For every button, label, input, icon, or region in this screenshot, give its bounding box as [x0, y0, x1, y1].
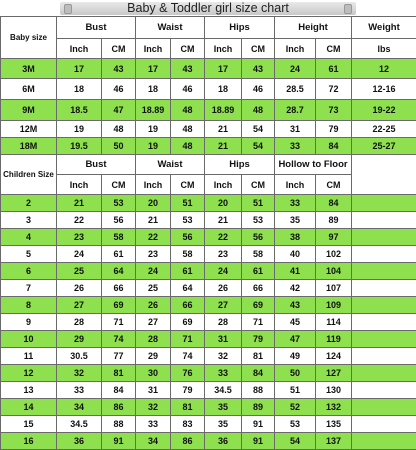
size-value: 33: [205, 365, 242, 382]
size-value: 34: [136, 433, 171, 450]
size-label: 13: [1, 382, 57, 399]
size-value: 48: [171, 121, 205, 138]
size-value: 32: [205, 348, 242, 365]
size-label: 11: [1, 348, 57, 365]
size-value: 48: [171, 100, 205, 121]
children-group-header: Waist: [136, 155, 205, 175]
size-value: 81: [102, 365, 136, 382]
size-value: 40: [275, 246, 316, 263]
size-value: [352, 280, 416, 297]
size-value: 86: [102, 399, 136, 416]
size-value: 89: [316, 212, 352, 229]
size-value: 12-16: [352, 79, 416, 100]
empty-header-cell: [352, 155, 416, 195]
size-value: 71: [242, 314, 275, 331]
size-value: [352, 246, 416, 263]
children-unit-header: CM: [316, 175, 352, 195]
chart-title: Baby & Toddler girl size chart: [0, 0, 416, 16]
size-value: 79: [171, 382, 205, 399]
size-value: 81: [171, 399, 205, 416]
children-unit-header: Inch: [57, 175, 102, 195]
size-value: 18: [205, 79, 242, 100]
size-value: 18.89: [136, 100, 171, 121]
size-value: 79: [316, 121, 352, 138]
size-value: 48: [102, 121, 136, 138]
size-value: 102: [316, 246, 352, 263]
size-value: [352, 348, 416, 365]
size-value: 33: [57, 382, 102, 399]
size-value: 18.5: [57, 100, 102, 121]
size-value: 84: [316, 195, 352, 212]
size-table-body: [1, 17, 416, 450]
size-value: 17: [205, 59, 242, 79]
size-value: [352, 331, 416, 348]
size-value: 107: [316, 280, 352, 297]
children-size-row: [1, 314, 416, 331]
size-label: 3M: [1, 59, 57, 79]
children-size-row: [1, 348, 416, 365]
size-value: 69: [102, 297, 136, 314]
baby-group-header: Waist: [136, 17, 205, 39]
size-value: 20: [136, 195, 171, 212]
baby-size-row: [1, 79, 416, 100]
size-label: 18M: [1, 138, 57, 155]
size-value: 22: [205, 229, 242, 246]
children-size-row: [1, 280, 416, 297]
size-value: 26: [57, 280, 102, 297]
children-size-row: [1, 416, 416, 433]
children-size-row: [1, 331, 416, 348]
size-value: [352, 416, 416, 433]
size-value: 54: [242, 121, 275, 138]
size-value: [352, 399, 416, 416]
size-value: 46: [242, 79, 275, 100]
size-value: 50: [275, 365, 316, 382]
children-unit-header: CM: [102, 175, 136, 195]
size-label: 6: [1, 263, 57, 280]
size-value: 27: [136, 314, 171, 331]
children-size-row: [1, 433, 416, 450]
size-value: 91: [102, 433, 136, 450]
size-value: 66: [171, 297, 205, 314]
size-value: 33: [275, 195, 316, 212]
baby-unit-header: CM: [242, 39, 275, 59]
size-value: 24: [136, 263, 171, 280]
size-value: 137: [316, 433, 352, 450]
size-value: 19: [136, 121, 171, 138]
size-value: 33: [136, 416, 171, 433]
baby-unit-header: Inch: [205, 39, 242, 59]
size-label: 6M: [1, 79, 57, 100]
size-value: 35: [205, 416, 242, 433]
size-value: 69: [171, 314, 205, 331]
size-value: 26: [205, 280, 242, 297]
size-value: 124: [316, 348, 352, 365]
size-value: 114: [316, 314, 352, 331]
size-value: 34.5: [57, 416, 102, 433]
size-value: 61: [171, 263, 205, 280]
baby-unit-header-row: [1, 39, 416, 59]
size-value: 49: [275, 348, 316, 365]
baby-unit-header: Inch: [57, 39, 102, 59]
children-group-header-row: [1, 155, 416, 175]
size-value: 19: [57, 121, 102, 138]
size-value: 53: [242, 212, 275, 229]
children-size-row: [1, 246, 416, 263]
size-value: 51: [171, 195, 205, 212]
size-value: 25-27: [352, 138, 416, 155]
baby-size-row: [1, 100, 416, 121]
baby-unit-header: CM: [316, 39, 352, 59]
size-value: 61: [102, 246, 136, 263]
size-value: 17: [57, 59, 102, 79]
size-value: 27: [57, 297, 102, 314]
size-label: 9M: [1, 100, 57, 121]
children-size-label: Children Size: [1, 155, 57, 195]
size-value: [352, 433, 416, 450]
size-value: [352, 263, 416, 280]
size-value: 84: [102, 382, 136, 399]
size-value: 47: [102, 100, 136, 121]
size-value: 66: [242, 280, 275, 297]
size-label: 4: [1, 229, 57, 246]
size-value: [352, 297, 416, 314]
size-value: 50: [102, 138, 136, 155]
size-value: 32: [136, 399, 171, 416]
size-value: 42: [275, 280, 316, 297]
size-value: 43: [242, 59, 275, 79]
children-size-row: [1, 195, 416, 212]
size-value: 21: [136, 212, 171, 229]
size-value: 46: [171, 79, 205, 100]
size-value: 53: [275, 416, 316, 433]
size-value: 53: [102, 195, 136, 212]
baby-size-row: [1, 59, 416, 79]
size-value: 28: [205, 314, 242, 331]
size-value: 74: [102, 331, 136, 348]
children-group-header: Hollow to Floor: [275, 155, 352, 175]
size-value: 43: [102, 59, 136, 79]
size-value: 19: [136, 138, 171, 155]
size-value: 25: [57, 263, 102, 280]
size-value: 132: [316, 399, 352, 416]
children-size-row: [1, 212, 416, 229]
children-unit-header: Inch: [205, 175, 242, 195]
baby-group-header: Bust: [57, 17, 136, 39]
size-label: 5: [1, 246, 57, 263]
size-value: 53: [171, 212, 205, 229]
size-value: 48: [171, 138, 205, 155]
size-value: 54: [275, 433, 316, 450]
size-value: 52: [275, 399, 316, 416]
size-value: 27: [205, 297, 242, 314]
size-value: [352, 212, 416, 229]
size-value: 18: [136, 79, 171, 100]
size-label: 8: [1, 297, 57, 314]
size-value: 23: [57, 229, 102, 246]
children-size-row: [1, 229, 416, 246]
size-label: 14: [1, 399, 57, 416]
size-value: 21: [205, 121, 242, 138]
size-value: 56: [242, 229, 275, 246]
children-size-row: [1, 382, 416, 399]
size-label: 2: [1, 195, 57, 212]
size-value: 28.7: [275, 100, 316, 121]
size-value: 135: [316, 416, 352, 433]
size-value: 73: [316, 100, 352, 121]
size-value: 84: [316, 138, 352, 155]
size-table: [0, 16, 416, 450]
children-unit-header: CM: [171, 175, 205, 195]
size-value: 81: [242, 348, 275, 365]
size-value: 23: [136, 246, 171, 263]
size-value: 31: [205, 331, 242, 348]
size-value: 61: [316, 59, 352, 79]
size-value: 36: [205, 433, 242, 450]
size-value: 74: [171, 348, 205, 365]
baby-group-header-row: [1, 17, 416, 39]
size-value: 30.5: [57, 348, 102, 365]
size-value: 66: [102, 280, 136, 297]
size-value: 24: [205, 263, 242, 280]
size-value: 18: [57, 79, 102, 100]
size-value: [352, 382, 416, 399]
size-value: 21: [57, 195, 102, 212]
size-value: 91: [242, 433, 275, 450]
children-group-header: Hips: [205, 155, 275, 175]
size-value: 71: [171, 331, 205, 348]
size-value: 31: [136, 382, 171, 399]
size-value: 48: [242, 100, 275, 121]
size-value: 69: [242, 297, 275, 314]
size-value: [352, 229, 416, 246]
size-value: 32: [57, 365, 102, 382]
children-group-header: Bust: [57, 155, 136, 175]
size-value: 109: [316, 297, 352, 314]
size-value: 29: [136, 348, 171, 365]
size-value: 61: [242, 263, 275, 280]
baby-size-row: [1, 138, 416, 155]
size-value: [352, 365, 416, 382]
baby-group-header: Height: [275, 17, 352, 39]
size-value: 43: [171, 59, 205, 79]
size-value: 51: [242, 195, 275, 212]
size-value: 34: [57, 399, 102, 416]
size-value: 86: [171, 433, 205, 450]
size-value: 26: [136, 297, 171, 314]
size-value: 24: [57, 246, 102, 263]
size-value: 71: [102, 314, 136, 331]
size-value: 38: [275, 229, 316, 246]
size-value: 76: [171, 365, 205, 382]
size-value: [352, 195, 416, 212]
size-value: 58: [171, 246, 205, 263]
size-value: 46: [102, 79, 136, 100]
children-size-row: [1, 297, 416, 314]
size-value: 43: [275, 297, 316, 314]
size-value: 30: [136, 365, 171, 382]
size-value: 64: [102, 263, 136, 280]
baby-unit-header: Inch: [275, 39, 316, 59]
size-label: 10: [1, 331, 57, 348]
children-size-row: [1, 399, 416, 416]
size-label: 7: [1, 280, 57, 297]
size-value: 19-22: [352, 100, 416, 121]
size-value: 54: [242, 138, 275, 155]
size-value: 77: [102, 348, 136, 365]
size-value: 97: [316, 229, 352, 246]
size-value: 119: [316, 331, 352, 348]
size-value: 18.89: [205, 100, 242, 121]
size-value: 34.5: [205, 382, 242, 399]
baby-unit-header: lbs: [352, 39, 416, 59]
size-value: 25: [136, 280, 171, 297]
size-value: 127: [316, 365, 352, 382]
size-label: 16: [1, 433, 57, 450]
children-size-row: [1, 263, 416, 280]
size-value: 33: [275, 138, 316, 155]
size-value: 12: [352, 59, 416, 79]
size-value: 58: [242, 246, 275, 263]
size-value: 79: [242, 331, 275, 348]
size-value: 91: [242, 416, 275, 433]
baby-group-header: Weight: [352, 17, 416, 39]
children-unit-header: CM: [242, 175, 275, 195]
size-value: 58: [102, 229, 136, 246]
baby-unit-header: CM: [102, 39, 136, 59]
baby-group-header: Hips: [205, 17, 275, 39]
size-value: 130: [316, 382, 352, 399]
size-value: 28: [136, 331, 171, 348]
size-value: 47: [275, 331, 316, 348]
size-label: 15: [1, 416, 57, 433]
size-value: 21: [205, 212, 242, 229]
size-value: 41: [275, 263, 316, 280]
size-value: 29: [57, 331, 102, 348]
size-value: [352, 314, 416, 331]
size-value: 20: [205, 195, 242, 212]
children-unit-header: Inch: [275, 175, 316, 195]
size-value: 28: [57, 314, 102, 331]
size-value: 23: [205, 246, 242, 263]
size-value: 36: [57, 433, 102, 450]
size-value: 22-25: [352, 121, 416, 138]
size-value: 51: [275, 382, 316, 399]
size-value: 88: [242, 382, 275, 399]
size-value: 64: [171, 280, 205, 297]
size-value: 35: [275, 212, 316, 229]
size-label: 12M: [1, 121, 57, 138]
size-value: 35: [205, 399, 242, 416]
baby-size-label: Baby size: [1, 17, 57, 59]
size-value: 88: [102, 416, 136, 433]
children-size-row: [1, 365, 416, 382]
size-label: 12: [1, 365, 57, 382]
size-label: 3: [1, 212, 57, 229]
chart-title-bar: [0, 0, 416, 16]
size-value: 22: [136, 229, 171, 246]
size-value: 56: [102, 212, 136, 229]
size-value: 45: [275, 314, 316, 331]
size-value: 28.5: [275, 79, 316, 100]
children-unit-header: Inch: [136, 175, 171, 195]
size-value: 56: [171, 229, 205, 246]
size-value: 17: [136, 59, 171, 79]
size-value: 31: [275, 121, 316, 138]
baby-unit-header: CM: [171, 39, 205, 59]
size-label: 9: [1, 314, 57, 331]
size-value: 84: [242, 365, 275, 382]
size-value: 104: [316, 263, 352, 280]
size-value: 22: [57, 212, 102, 229]
baby-unit-header: Inch: [136, 39, 171, 59]
size-value: 83: [171, 416, 205, 433]
size-value: 24: [275, 59, 316, 79]
size-value: 21: [205, 138, 242, 155]
size-value: 72: [316, 79, 352, 100]
size-value: 19.5: [57, 138, 102, 155]
size-value: 89: [242, 399, 275, 416]
baby-size-row: [1, 121, 416, 138]
